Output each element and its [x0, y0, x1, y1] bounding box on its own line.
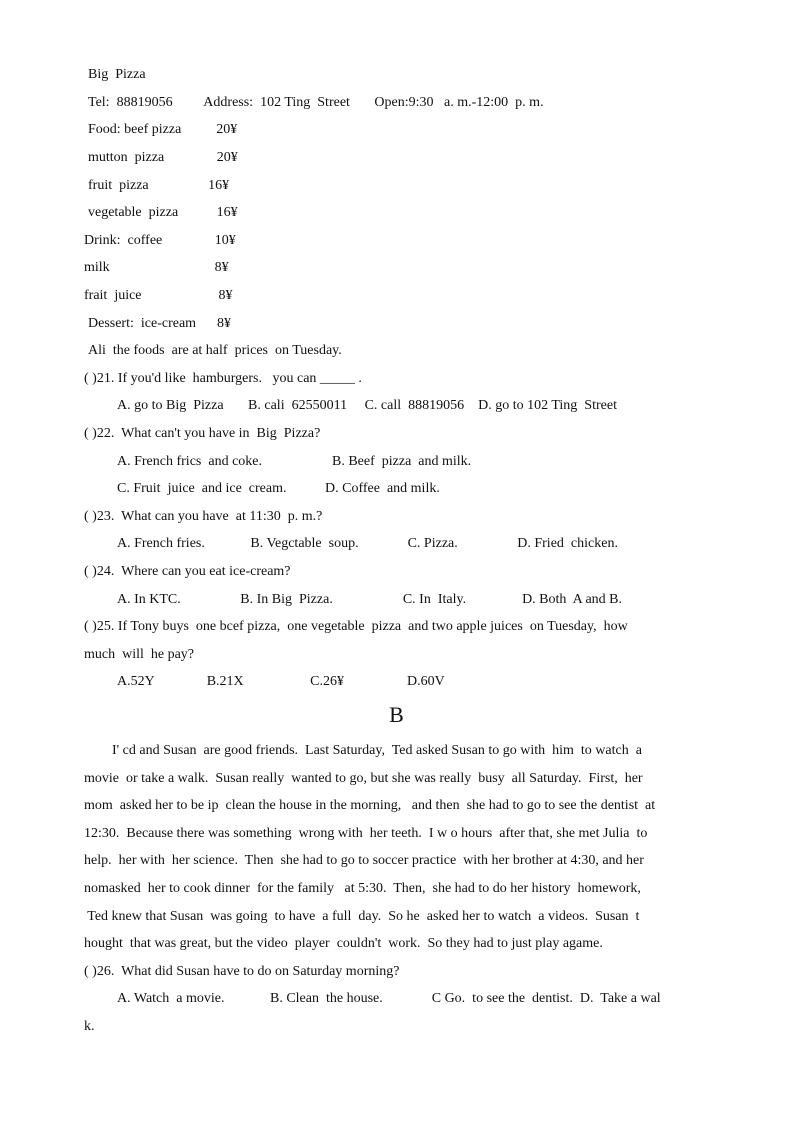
question-22-options-1: A. French frics and coke. B. Beef pizza and milk. [117, 454, 472, 469]
passage-line: help. her with her science. Then she had to go to soccer practice with her brother at 4:30, and her [84, 853, 644, 868]
shop-info: Tel: 88819056 Address: 102 Ting Street Open:9:30 a. m.-12:00 p. m. [88, 95, 544, 110]
question-23-options: A. French fries. B. Vegctable soup. C. Pizza. D. Fried chicken. [117, 536, 618, 551]
menu-item: milk 8¥ [84, 260, 229, 275]
menu-item: Dessert: ice-cream 8¥ [88, 316, 232, 331]
question-22: ( )22. What can't you have in Big Pizza? [84, 426, 321, 441]
question-26: ( )26. What did Susan have to do on Saturday morning? [84, 964, 400, 979]
menu-item: vegetable pizza 16¥ [88, 205, 238, 220]
question-26-options: A. Watch a movie. B. Clean the house. C Go. to see the dentist. D. Take a wal [117, 991, 661, 1006]
question-25-options: A.52Y B.21X C.26¥ D.60V [117, 674, 445, 689]
question-22-options-2: C. Fruit juice and ice cream. D. Coffee and milk. [117, 481, 440, 496]
passage-line: I' cd and Susan are good friends. Last Saturday, Ted asked Susan to go with him to watch a [112, 743, 642, 758]
menu-item: mutton pizza 20¥ [88, 150, 238, 165]
menu-item: frait juice 8¥ [84, 288, 233, 303]
passage-line: mom asked her to be ip clean the house in the morning, and then she had to go to see the dentist at [84, 798, 656, 813]
passage-line: nomasked her to cook dinner for the family at 5:30. Then, she had to do her history homework, [84, 881, 641, 896]
menu-item: fruit pizza 16¥ [88, 178, 230, 193]
question-25-line-1: ( )25. If Tony buys one bcef pizza, one vegetable pizza and two apple juices on Tuesday, how [84, 619, 628, 634]
question-24-options: A. In KTC. B. In Big Pizza. C. In Italy. D. Both A and B. [117, 592, 623, 607]
question-25-line-2: much will he pay? [84, 647, 195, 662]
passage-line: 12:30. Because there was something wrong with her teeth. I w o hours after that, she met Julia to [84, 826, 648, 841]
passage-line: hought that was great, but the video player couldn't work. So they had to just play agame. [84, 936, 603, 951]
question-23: ( )23. What can you have at 11:30 p. m.? [84, 509, 323, 524]
menu-item: Food: beef pizza 20¥ [88, 122, 238, 137]
passage-line: Ted knew that Susan was going to have a full day. So he asked her to watch a videos. Susan t [84, 909, 640, 924]
menu-item: Drink: coffee 10¥ [84, 233, 236, 248]
passage-line: movie or take a walk. Susan really wanted to go, but she was really busy all Saturday. First, her [84, 771, 643, 786]
question-24: ( )24. Where can you eat ice-cream? [84, 564, 291, 579]
section-heading: B [389, 702, 404, 727]
question-26-options-wrap: k. [84, 1019, 95, 1034]
shop-name: Big Pizza [88, 67, 146, 82]
question-21: ( )21. If you'd like hamburgers. you can _____ . [84, 371, 362, 386]
menu-note: Ali the foods are at half prices on Tuesday. [88, 343, 342, 358]
question-21-options: A. go to Big Pizza B. cali 62550011 C. call 88819056 D. go to 102 Ting Street [117, 398, 617, 413]
